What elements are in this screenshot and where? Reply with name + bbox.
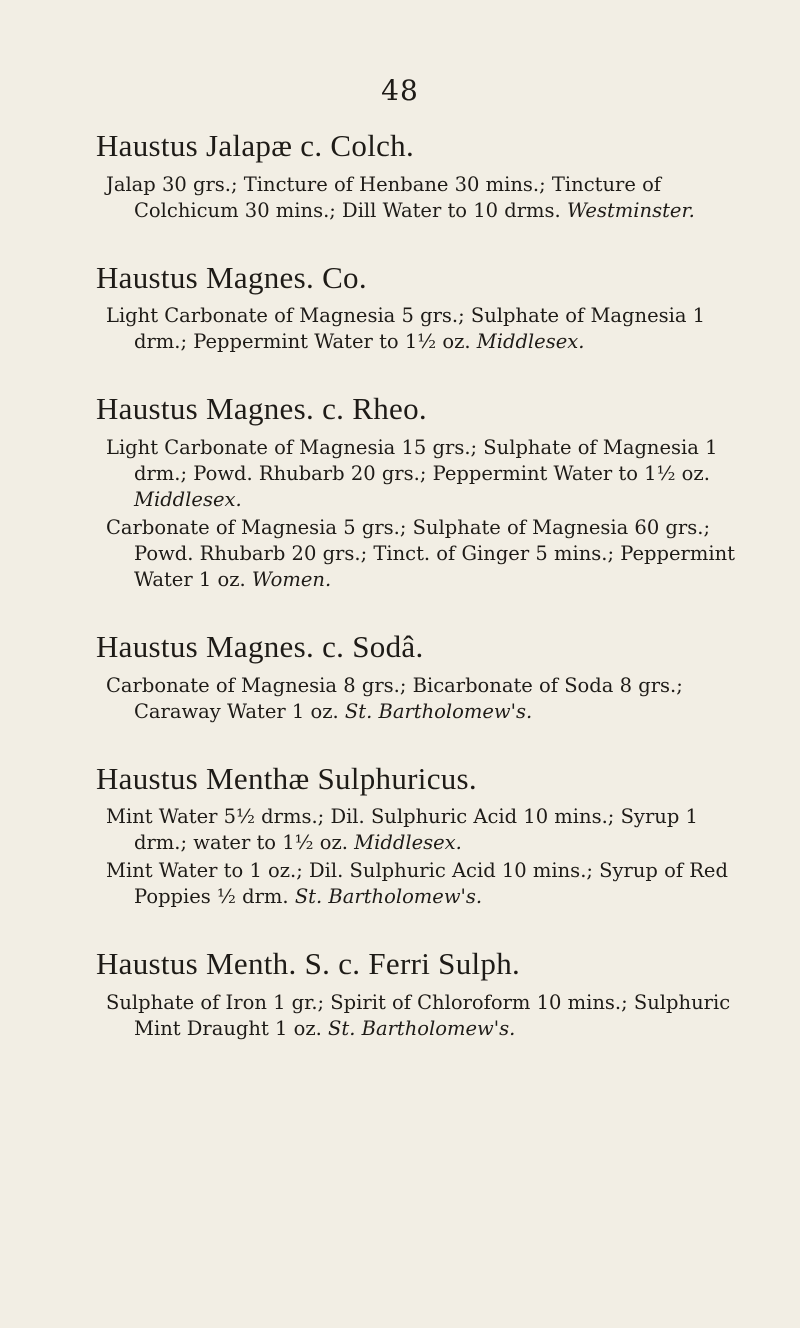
entry-heading: Haustus Magnes. c. Sodâ. [96, 628, 424, 664]
entry-haustus-menthae-sulphuricus [96, 761, 736, 911]
entry-heading: Haustus Jalapæ c. Colch. [96, 128, 415, 163]
recipe [106, 435, 736, 513]
entry-haustus-magnes-co [96, 260, 736, 356]
recipe [106, 990, 736, 1042]
entry-heading: Haustus Magnes. Co. [96, 259, 367, 295]
recipe-source: Women. [251, 567, 332, 591]
entry-haustus-magnes-soda [96, 629, 736, 725]
recipe-source: Middlesex. [354, 831, 462, 855]
recipe-text: Carbonate of Magnesia 8 grs.; Bicarbonate of Soda 8 grs.; Caraway Water 1 oz. [106, 673, 683, 723]
entry-haustus-menth-ferri-sulph [96, 946, 736, 1042]
recipe-text: Light Carbonate of Magnesia 15 grs.; Sulphate of Magnesia 1 drm.; Powd. Rhubarb 20 grs.; Peppermint Water to 1½ oz. [106, 435, 718, 485]
page-number: 48 [381, 74, 419, 107]
recipe-text: Carbonate of Magnesia 5 grs.; Sulphate of Magnesia 60 grs.; Powd. Rhubarb 20 grs.; Tinct. of Ginger 5 mins.; Peppermint Water 1 oz. [106, 515, 735, 591]
entry-heading: Haustus Magnes. c. Rheo. [96, 391, 427, 427]
recipe [106, 673, 736, 725]
recipe-source: Westminster. [566, 198, 695, 222]
recipe [106, 172, 736, 224]
recipe [106, 858, 736, 910]
formulary-content [96, 128, 736, 1078]
recipe-text: Mint Water to 1 oz.; Dil. Sulphuric Acid 10 mins.; Syrup of Red Poppies ½ drm. [106, 859, 728, 909]
recipe-text: Light Carbonate of Magnesia 5 grs.; Sulphate of Magnesia 1 drm.; Peppermint Water to 1½ oz. [106, 304, 706, 354]
recipe-source: Middlesex. [134, 487, 242, 511]
entry-haustus-jalapae [96, 128, 736, 224]
recipe-source: St. Bartholomew's. [328, 1016, 516, 1040]
recipe-text: Mint Water 5½ drms.; Dil. Sulphuric Acid 10 mins.; Syrup 1 drm.; water to 1½ oz. [106, 805, 698, 855]
recipe-text: Jalap 30 grs.; Tincture of Henbane 30 mins.; Tincture of Colchicum 30 mins.; Dill Water to 10 drms. [106, 172, 662, 222]
recipe [106, 303, 736, 355]
entry-haustus-magnes-rheo [96, 391, 736, 593]
recipe-text: Sulphate of Iron 1 gr.; Spirit of Chloroform 10 mins.; Sulphuric Mint Draught 1 oz. [106, 990, 731, 1040]
entry-heading: Haustus Menthæ Sulphuricus. [96, 760, 477, 796]
recipe [106, 804, 736, 856]
entry-heading: Haustus Menth. S. c. Ferri Sulph. [96, 946, 521, 982]
recipe [106, 515, 736, 593]
recipe-source: St. Bartholomew's. [294, 885, 483, 909]
recipe-source: St. Bartholomew's. [344, 699, 533, 723]
recipe-source: Middlesex. [476, 330, 585, 354]
